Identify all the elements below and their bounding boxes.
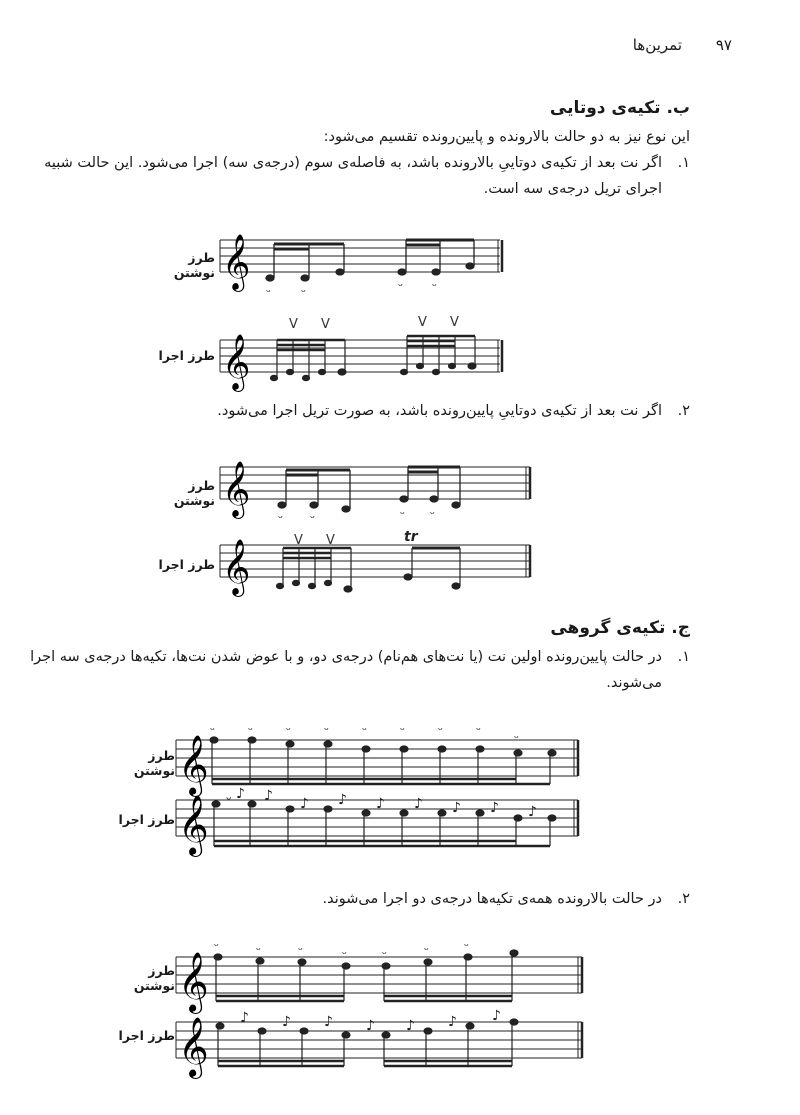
svg-text:ᵕ: ᵕ [342,947,347,961]
svg-text:♪: ♪ [324,1014,333,1030]
svg-text:ᵕ: ᵕ [438,723,443,737]
label-performed-4: طرز اجرا [118,1028,175,1043]
label-performed-2: طرز اجرا [158,557,215,572]
page-header [40,36,732,58]
item-number: ۱. [677,155,690,171]
svg-text:♪: ♪ [338,792,347,808]
svg-text:ᵕ: ᵕ [400,723,405,737]
svg-text:♪: ♪ [264,788,273,804]
svg-text:ᵕ: ᵕ [362,723,367,737]
trill-mark: tr [404,529,418,545]
label-performed-3: طرز اجرا [118,812,175,827]
svg-text:♪: ♪ [448,1014,457,1030]
svg-text:ᵕ: ᵕ [398,279,403,293]
item-text: در حالت بالارونده همه‌ی تکیه‌ها درجه‌ی دو اجرا می‌شوند. [322,891,662,907]
svg-text:ᵕ: ᵕ [248,723,253,737]
item-text: در حالت پایین‌رونده اولین نت (یا نت‌های هم‌نام) درجه‌ی دو، و با عوض شدن نت‌ها، تکیه‌ها درجه‌ی سه اجرا می‌شوند. [30,649,662,691]
treble-clef-icon: 𝄞 [222,461,251,517]
item-text: اگر نت بعد از تکیه‌ی دوتاییِ بالارونده باشد، به فاصله‌ی سوم (درجه‌ی سه) اجرا می‌شود. این حالت شبیه اجرای تریل درجه‌ی سه است. [44,155,662,197]
svg-text:ᵕ: ᵕ [432,279,437,293]
label-written-1: طرز نوشتن [173,250,215,280]
label-performed-1: طرز اجرا [158,348,215,363]
label-written-4: طرز نوشتن [133,963,175,993]
section-c-heading: ج. تکیه‌ی گروهی [550,618,690,638]
item-number: ۲. [677,891,690,907]
svg-text:V: V [289,317,298,332]
svg-text:♪: ♪ [452,800,461,816]
svg-text:ᵕ: ᵕ [514,731,519,745]
section-c-item2 [90,886,690,912]
item-text: اگر نت بعد از تکیه‌ی دوتاییِ پایین‌رونده باشد، به صورت تریل اجرا می‌شود. [217,403,662,419]
svg-text:V: V [450,315,459,330]
svg-text:V: V [321,317,330,332]
svg-text:♪: ♪ [240,1010,249,1026]
svg-text:♪: ♪ [300,796,309,812]
svg-text:ᵕ: ᵕ [278,511,283,525]
treble-clef-icon: 𝄞 [222,334,251,390]
section-c-item1 [30,644,690,696]
section-b-item1 [40,150,690,202]
svg-text:ᵕ: ᵕ [430,507,435,521]
svg-text:ᵕ: ᵕ [226,792,232,808]
svg-text:ᵕ: ᵕ [301,285,306,299]
svg-text:♪: ♪ [528,804,537,820]
svg-text:ᵕ: ᵕ [210,723,215,737]
svg-text:V: V [326,533,335,548]
svg-text:ᵕ: ᵕ [214,939,219,953]
svg-text:V: V [418,315,427,330]
treble-clef-icon: 𝄞 [178,952,209,1012]
svg-text:ᵕ: ᵕ [286,723,291,737]
item-number: ۲. [677,403,690,419]
svg-text:V: V [294,533,303,548]
page-number: ۹۷ [715,36,732,54]
svg-text:♪: ♪ [282,1014,291,1030]
svg-text:ᵕ: ᵕ [400,507,405,521]
section-b-heading: ب. تکیه‌ی دوتایی [549,98,690,118]
treble-clef-icon: 𝄞 [222,234,251,290]
svg-text:ᵕ: ᵕ [476,723,481,737]
section-b-item2 [90,398,690,424]
svg-text:♪: ♪ [406,1018,415,1034]
svg-text:ᵕ: ᵕ [324,723,329,737]
section-b-intro-text: این نوع نیز به دو حالت بالارونده و پایین‌رونده تقسیم می‌شود: [323,129,690,145]
label-written-2: طرز نوشتن [173,478,215,508]
treble-clef-icon: 𝄞 [178,735,209,795]
svg-text:♪: ♪ [490,800,499,816]
section-b-intro [90,124,690,150]
item-number: ۱. [677,649,690,665]
svg-text:ᵕ: ᵕ [298,943,303,957]
label-written-3: طرز نوشتن [133,748,175,778]
svg-text:♪: ♪ [366,1018,375,1034]
svg-text:ᵕ: ᵕ [382,947,387,961]
treble-clef-icon: 𝄞 [222,539,251,595]
svg-text:♪: ♪ [376,796,385,812]
svg-text:ᵕ: ᵕ [464,939,469,953]
treble-clef-icon: 𝄞 [178,795,209,855]
treble-clef-icon: 𝄞 [178,1017,209,1077]
svg-text:♪: ♪ [492,1008,501,1024]
running-title: تمرین‌ها [632,36,682,54]
svg-text:♪: ♪ [236,786,245,802]
svg-text:ᵕ: ᵕ [266,285,271,299]
svg-text:ᵕ: ᵕ [424,943,429,957]
svg-text:ᵕ: ᵕ [256,943,261,957]
svg-text:♪: ♪ [414,796,423,812]
svg-text:ᵕ: ᵕ [310,511,315,525]
